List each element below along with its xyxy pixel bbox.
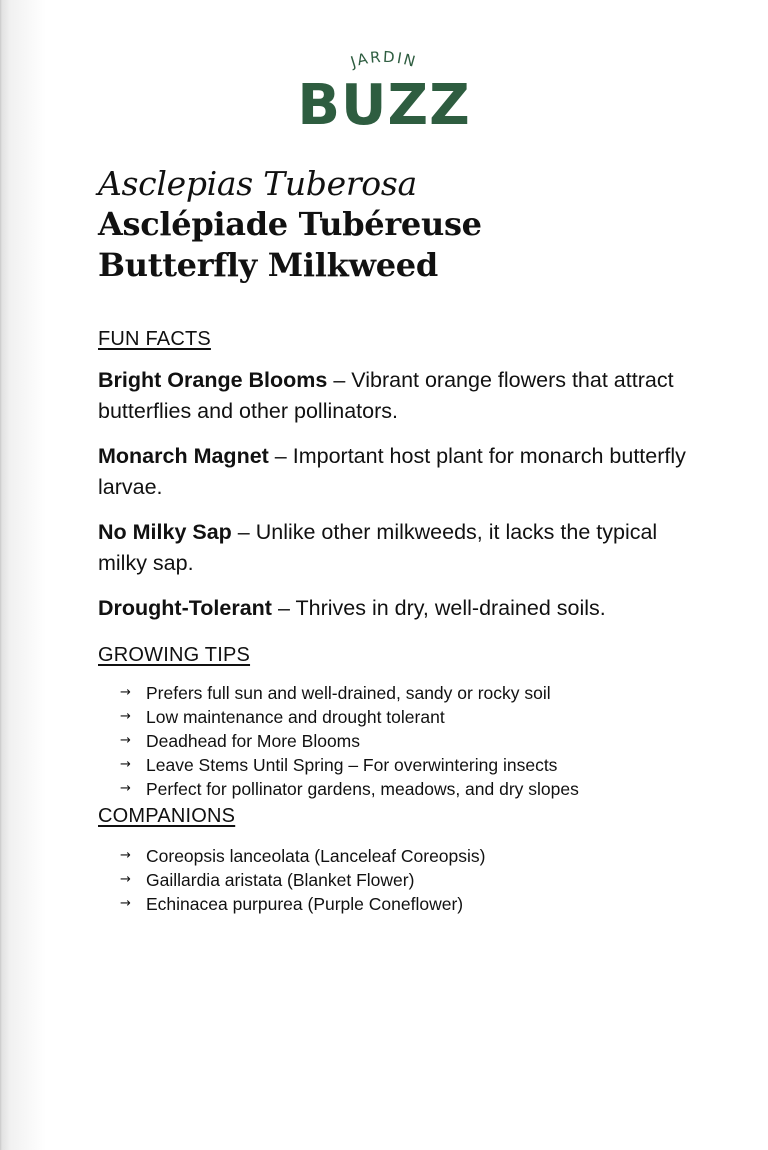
- companion-text: Coreopsis lanceolata (Lanceleaf Coreopsis): [146, 846, 486, 866]
- french-name-title: Asclépiade Tubéreuse: [98, 205, 482, 243]
- page-edge-shadow: [0, 0, 46, 1150]
- growing-tip-text: Low maintenance and drought tolerant: [146, 707, 445, 727]
- jardin-buzz-logo: [0, 46, 768, 130]
- fun-fact-item: [98, 365, 698, 427]
- arrow-right-icon: →: [120, 781, 131, 796]
- arrow-right-icon: →: [120, 872, 131, 887]
- list-item: [120, 681, 698, 705]
- arrow-right-icon: →: [120, 757, 131, 772]
- fun-fact-name: Monarch Magnet: [98, 444, 269, 468]
- fun-fact-item: [98, 593, 698, 624]
- latin-name-title: Asclepias Tuberosa: [98, 164, 417, 203]
- companions-list: [120, 844, 698, 916]
- growing-tips-list: [120, 681, 698, 801]
- arrow-right-icon: →: [120, 685, 131, 700]
- list-item: [120, 777, 698, 801]
- fun-fact-item: [98, 517, 698, 579]
- logo-small-text: JARDIN: [348, 47, 420, 72]
- fun-fact-name: Bright Orange Blooms: [98, 368, 328, 392]
- companion-text: Echinacea purpurea (Purple Coneflower): [146, 894, 464, 914]
- fun-facts-heading: FUN FACTS: [98, 328, 211, 350]
- growing-tip-text: Deadhead for More Blooms: [146, 731, 360, 751]
- plant-card-content: [98, 163, 698, 916]
- companions-heading: COMPANIONS: [98, 805, 236, 827]
- fun-fact-text: – Unlike other milkweeds, it lacks the typical milky sap.: [98, 520, 658, 575]
- fun-fact-text: – Thrives in dry, well-drained soils.: [271, 596, 606, 620]
- list-item: [120, 844, 698, 868]
- arrow-right-icon: →: [120, 896, 131, 911]
- logo-graphic: [274, 46, 494, 130]
- list-item: [120, 892, 698, 916]
- fun-fact-text: – Important host plant for monarch butterfly larvae.: [98, 444, 686, 499]
- list-item: [120, 705, 698, 729]
- english-name-title: Butterfly Milkweed: [98, 246, 438, 284]
- fun-fact-name: Drought-Tolerant: [98, 596, 272, 620]
- fun-fact-item: [98, 441, 698, 503]
- growing-tips-heading: GROWING TIPS: [98, 644, 251, 666]
- fun-fact-text: – Vibrant orange flowers that attract butterflies and other pollinators.: [98, 368, 674, 423]
- arrow-right-icon: →: [120, 848, 131, 863]
- growing-tip-text: Leave Stems Until Spring – For overwintering insects: [146, 755, 558, 775]
- companion-text: Gaillardia aristata (Blanket Flower): [146, 870, 415, 890]
- arrow-right-icon: →: [120, 733, 131, 748]
- list-item: [120, 729, 698, 753]
- fun-fact-name: No Milky Sap: [98, 520, 232, 544]
- arrow-right-icon: →: [120, 709, 131, 724]
- logo-big-text: BUZZ: [297, 73, 471, 130]
- growing-tip-text: Prefers full sun and well-drained, sandy or rocky soil: [146, 683, 551, 703]
- list-item: [120, 753, 698, 777]
- growing-tip-text: Perfect for pollinator gardens, meadows, and dry slopes: [146, 779, 579, 799]
- list-item: [120, 868, 698, 892]
